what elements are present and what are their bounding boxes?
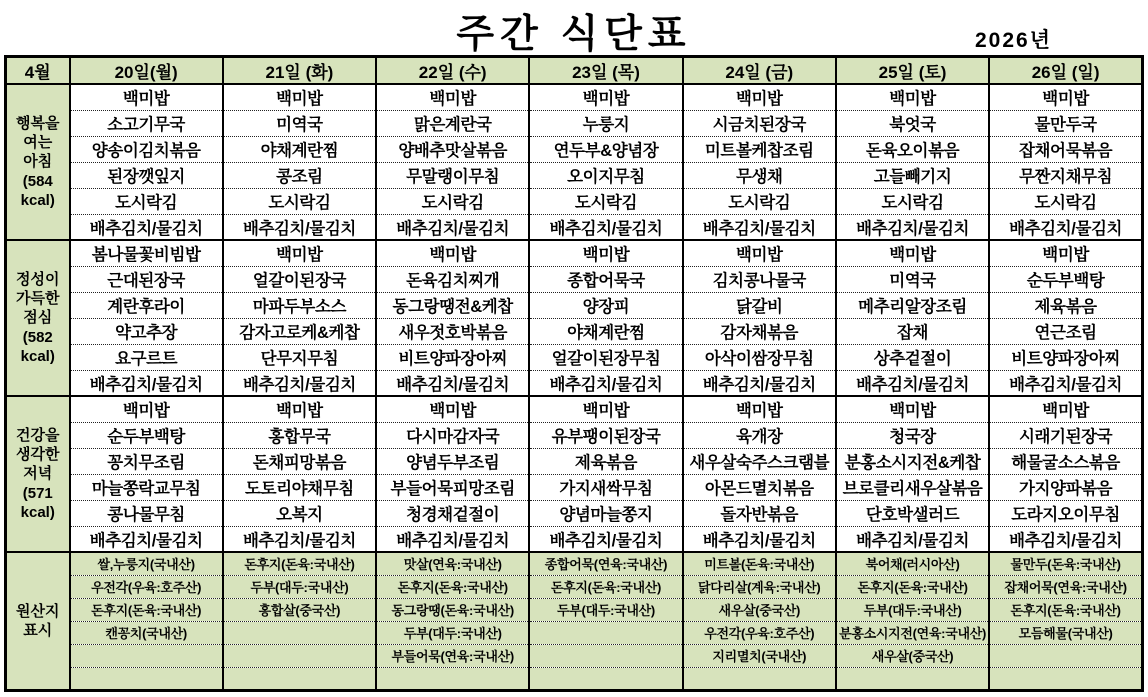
- menu-cell: 닭갈비: [683, 292, 836, 318]
- menu-cell: 미역국: [836, 266, 989, 292]
- origin-section-label: 원산지 표시: [6, 552, 70, 690]
- menu-cell: 얼갈이된장국: [223, 266, 376, 292]
- menu-cell: 오복지: [223, 500, 376, 526]
- meal-section-label: 행복을 여는 아침 (584 kcal): [6, 84, 70, 240]
- month-header: 4월: [6, 57, 70, 85]
- menu-cell: 배추김치/물김치: [70, 214, 223, 240]
- menu-cell: 제육볶음: [989, 292, 1142, 318]
- menu-cell: 분홍소시지전&케찹: [836, 448, 989, 474]
- menu-cell: 백미밥: [683, 240, 836, 266]
- menu-cell: 연근조림: [989, 318, 1142, 344]
- menu-cell: 순두부백탕: [70, 422, 223, 448]
- menu-cell: 맑은계란국: [376, 110, 529, 136]
- menu-cell: 메추리알장조림: [836, 292, 989, 318]
- menu-cell: 도시락김: [683, 188, 836, 214]
- origin-cell: 맛살(연육:국내산): [376, 552, 529, 575]
- menu-cell: 백미밥: [223, 396, 376, 422]
- origin-cell: 돈후지(돈육:국내산): [529, 575, 682, 598]
- menu-cell: 다시마감자국: [376, 422, 529, 448]
- menu-cell: 도라지오이무침: [989, 500, 1142, 526]
- origin-cell: [529, 667, 682, 690]
- menu-cell: 마늘쫑락교무침: [70, 474, 223, 500]
- menu-cell: 배추김치/물김치: [223, 214, 376, 240]
- origin-cell: 종합어묵(연육:국내산): [529, 552, 682, 575]
- origin-cell: 새우살(중국산): [836, 644, 989, 667]
- origin-cell: [223, 667, 376, 690]
- menu-cell: 순두부백탕: [989, 266, 1142, 292]
- menu-row: [6, 266, 1143, 292]
- menu-cell: 오이지무침: [529, 162, 682, 188]
- origin-cell: 닭다리살(계육:국내산): [683, 575, 836, 598]
- menu-row: [6, 500, 1143, 526]
- origin-cell: [376, 667, 529, 690]
- menu-cell: 양장피: [529, 292, 682, 318]
- origin-cell: 홍합살(중국산): [223, 598, 376, 621]
- origin-cell: [836, 667, 989, 690]
- origin-cell: 지리멸치(국내산): [683, 644, 836, 667]
- menu-cell: 백미밥: [376, 396, 529, 422]
- page-title: 주간 식단표: [456, 13, 692, 56]
- menu-cell: 봄나물꽃비빔밥: [70, 240, 223, 266]
- origin-cell: 돈후지(돈육:국내산): [836, 575, 989, 598]
- menu-cell: 양배추맛살볶음: [376, 136, 529, 162]
- menu-cell: 배추김치/물김치: [989, 370, 1142, 396]
- menu-cell: 무생채: [683, 162, 836, 188]
- menu-cell: 무짠지채무침: [989, 162, 1142, 188]
- menu-row: [6, 292, 1143, 318]
- menu-cell: 동그랑땡전&케찹: [376, 292, 529, 318]
- menu-cell: 새우젓호박볶음: [376, 318, 529, 344]
- origin-cell: 우전각(우육:호주산): [70, 575, 223, 598]
- menu-row: [6, 84, 1143, 110]
- origin-cell: [529, 644, 682, 667]
- menu-cell: 백미밥: [836, 396, 989, 422]
- menu-cell: 백미밥: [376, 240, 529, 266]
- menu-cell: 근대된장국: [70, 266, 223, 292]
- origin-row: [6, 552, 1143, 575]
- menu-cell: 백미밥: [683, 396, 836, 422]
- origin-cell: [989, 667, 1142, 690]
- menu-cell: 비트양파장아찌: [989, 344, 1142, 370]
- menu-cell: 돌자반볶음: [683, 500, 836, 526]
- menu-cell: 배추김치/물김치: [529, 526, 682, 552]
- day-header-wed: 22일 (수): [376, 57, 529, 85]
- menu-cell: 배추김치/물김치: [836, 214, 989, 240]
- menu-cell: 백미밥: [529, 240, 682, 266]
- menu-cell: 양념두부조림: [376, 448, 529, 474]
- menu-cell: 백미밥: [376, 84, 529, 110]
- menu-cell: 잡채: [836, 318, 989, 344]
- origin-cell: 부들어묵(연육:국내산): [376, 644, 529, 667]
- menu-cell: 백미밥: [223, 84, 376, 110]
- menu-cell: 미역국: [223, 110, 376, 136]
- menu-cell: 꽁치무조림: [70, 448, 223, 474]
- menu-cell: 물만두국: [989, 110, 1142, 136]
- header-row: [6, 57, 1143, 85]
- menu-cell: 배추김치/물김치: [989, 526, 1142, 552]
- origin-row: [6, 621, 1143, 644]
- menu-cell: 배추김치/물김치: [376, 526, 529, 552]
- origin-cell: 잡채어묵(연육:국내산): [989, 575, 1142, 598]
- origin-cell: 우전각(우육:호주산): [683, 621, 836, 644]
- menu-cell: 양념마늘쫑지: [529, 500, 682, 526]
- menu-cell: 잡채어묵볶음: [989, 136, 1142, 162]
- menu-row: [6, 474, 1143, 500]
- origin-cell: [529, 621, 682, 644]
- menu-cell: 아몬드멸치볶음: [683, 474, 836, 500]
- menu-cell: 감자채볶음: [683, 318, 836, 344]
- menu-cell: 배추김치/물김치: [836, 526, 989, 552]
- origin-cell: 모듬해물(국내산): [989, 621, 1142, 644]
- menu-cell: 무말랭이무침: [376, 162, 529, 188]
- menu-cell: 해물굴소스볶음: [989, 448, 1142, 474]
- menu-cell: 상추겉절이: [836, 344, 989, 370]
- menu-cell: 도시락김: [836, 188, 989, 214]
- table-body: [6, 84, 1143, 690]
- menu-cell: 돈육오이볶음: [836, 136, 989, 162]
- menu-cell: 백미밥: [989, 396, 1142, 422]
- menu-row: [6, 240, 1143, 266]
- origin-cell: 쌀,누룽지(국내산): [70, 552, 223, 575]
- menu-row: [6, 422, 1143, 448]
- menu-cell: 배추김치/물김치: [529, 214, 682, 240]
- origin-cell: 새우살(중국산): [683, 598, 836, 621]
- menu-cell: 브로클리새우살볶음: [836, 474, 989, 500]
- menu-row: [6, 396, 1143, 422]
- menu-cell: 부들어묵피망조림: [376, 474, 529, 500]
- menu-cell: 배추김치/물김치: [70, 370, 223, 396]
- menu-cell: 백미밥: [836, 240, 989, 266]
- menu-cell: 백미밥: [70, 396, 223, 422]
- origin-cell: [223, 644, 376, 667]
- menu-cell: 도시락김: [989, 188, 1142, 214]
- menu-cell: 양송이김치볶음: [70, 136, 223, 162]
- origin-cell: 물만두(돈육:국내산): [989, 552, 1142, 575]
- day-header-fri: 24일 (금): [683, 57, 836, 85]
- menu-cell: 도시락김: [70, 188, 223, 214]
- origin-cell: 두부(대두:국내산): [376, 621, 529, 644]
- menu-cell: 단무지무침: [223, 344, 376, 370]
- menu-cell: 배추김치/물김치: [989, 214, 1142, 240]
- menu-cell: 도시락김: [529, 188, 682, 214]
- menu-cell: 김치콩나물국: [683, 266, 836, 292]
- menu-cell: 배추김치/물김치: [376, 214, 529, 240]
- menu-row: [6, 136, 1143, 162]
- menu-cell: 돈채피망볶음: [223, 448, 376, 474]
- menu-cell: 미트볼케찹조림: [683, 136, 836, 162]
- meal-section-label: 정성이 가득한 점심 (582 kcal): [6, 240, 70, 396]
- menu-cell: 연두부&양념장: [529, 136, 682, 162]
- origin-cell: [70, 667, 223, 690]
- menu-cell: 배추김치/물김치: [683, 526, 836, 552]
- menu-cell: 배추김치/물김치: [683, 214, 836, 240]
- menu-cell: 배추김치/물김치: [836, 370, 989, 396]
- menu-cell: 백미밥: [989, 84, 1142, 110]
- origin-cell: 캔꽁치(국내산): [70, 621, 223, 644]
- menu-cell: 청국장: [836, 422, 989, 448]
- menu-cell: 마파두부소스: [223, 292, 376, 318]
- origin-cell: [70, 644, 223, 667]
- origin-cell: 두부(대두:국내산): [529, 598, 682, 621]
- menu-cell: 도시락김: [376, 188, 529, 214]
- origin-cell: [989, 644, 1142, 667]
- menu-row: [6, 344, 1143, 370]
- menu-cell: 배추김치/물김치: [70, 526, 223, 552]
- menu-cell: 청경채겉절이: [376, 500, 529, 526]
- menu-cell: 도토리야채무침: [223, 474, 376, 500]
- meal-table: [4, 55, 1144, 692]
- origin-row: [6, 644, 1143, 667]
- menu-cell: 가지양파볶음: [989, 474, 1142, 500]
- menu-row: [6, 526, 1143, 552]
- day-header-tue: 21일 (화): [223, 57, 376, 85]
- menu-cell: 백미밥: [683, 84, 836, 110]
- origin-row: [6, 667, 1143, 690]
- menu-cell: 백미밥: [989, 240, 1142, 266]
- menu-cell: 육개장: [683, 422, 836, 448]
- menu-row: [6, 318, 1143, 344]
- day-header-sun: 26일 (일): [989, 57, 1142, 85]
- meal-section-label: 건강을 생각한 저녁 (571 kcal): [6, 396, 70, 552]
- menu-cell: 유부팽이된장국: [529, 422, 682, 448]
- menu-cell: 비트양파장아찌: [376, 344, 529, 370]
- origin-cell: 미트볼(돈육:국내산): [683, 552, 836, 575]
- origin-cell: 북어채(러시아산): [836, 552, 989, 575]
- menu-cell: 배추김치/물김치: [376, 370, 529, 396]
- origin-cell: 동그랑땡(돈육:국내산): [376, 598, 529, 621]
- menu-cell: 백미밥: [529, 396, 682, 422]
- menu-cell: 야채계란찜: [529, 318, 682, 344]
- menu-row: [6, 188, 1143, 214]
- menu-row: [6, 214, 1143, 240]
- menu-cell: 고들빼기지: [836, 162, 989, 188]
- menu-cell: 된장깻잎지: [70, 162, 223, 188]
- origin-row: [6, 598, 1143, 621]
- menu-cell: 백미밥: [836, 84, 989, 110]
- origin-cell: 돈후지(돈육:국내산): [70, 598, 223, 621]
- menu-cell: 가지새싹무침: [529, 474, 682, 500]
- menu-cell: 배추김치/물김치: [683, 370, 836, 396]
- day-header-mon: 20일(월): [70, 57, 223, 85]
- menu-cell: 돈육김치찌개: [376, 266, 529, 292]
- menu-cell: 감자고로케&케찹: [223, 318, 376, 344]
- origin-cell: 돈후지(돈육:국내산): [376, 575, 529, 598]
- origin-cell: 돈후지(돈육:국내산): [989, 598, 1142, 621]
- origin-cell: 두부(대두:국내산): [836, 598, 989, 621]
- menu-cell: 야채계란찜: [223, 136, 376, 162]
- menu-cell: 약고추장: [70, 318, 223, 344]
- menu-row: [6, 448, 1143, 474]
- menu-cell: 백미밥: [223, 240, 376, 266]
- menu-row: [6, 370, 1143, 396]
- menu-cell: 계란후라이: [70, 292, 223, 318]
- menu-cell: 북엇국: [836, 110, 989, 136]
- menu-cell: 제육볶음: [529, 448, 682, 474]
- menu-row: [6, 110, 1143, 136]
- origin-cell: 분홍소시지전(연육:국내산): [836, 621, 989, 644]
- menu-cell: 배추김치/물김치: [223, 526, 376, 552]
- menu-cell: 아삭이쌈장무침: [683, 344, 836, 370]
- menu-cell: 배추김치/물김치: [223, 370, 376, 396]
- origin-cell: 두부(대두:국내산): [223, 575, 376, 598]
- origin-row: [6, 575, 1143, 598]
- origin-cell: 돈후지(돈육:국내산): [223, 552, 376, 575]
- menu-cell: 도시락김: [223, 188, 376, 214]
- menu-cell: 새우살숙주스크램블: [683, 448, 836, 474]
- menu-cell: 누룽지: [529, 110, 682, 136]
- day-header-thu: 23일 (목): [529, 57, 682, 85]
- menu-cell: 종합어묵국: [529, 266, 682, 292]
- menu-cell: 시래기된장국: [989, 422, 1142, 448]
- menu-cell: 콩조림: [223, 162, 376, 188]
- menu-cell: 콩나물무침: [70, 500, 223, 526]
- origin-cell: [683, 667, 836, 690]
- menu-cell: 요구르트: [70, 344, 223, 370]
- year-label: 2026년: [974, 29, 1052, 52]
- menu-cell: 소고기무국: [70, 110, 223, 136]
- menu-cell: 시금치된장국: [683, 110, 836, 136]
- menu-row: [6, 162, 1143, 188]
- menu-cell: 얼갈이된장무침: [529, 344, 682, 370]
- menu-cell: 백미밥: [70, 84, 223, 110]
- menu-cell: 홍합무국: [223, 422, 376, 448]
- origin-cell: [223, 621, 376, 644]
- menu-cell: 배추김치/물김치: [529, 370, 682, 396]
- day-header-sat: 25일 (토): [836, 57, 989, 85]
- menu-cell: 단호박샐러드: [836, 500, 989, 526]
- menu-cell: 백미밥: [529, 84, 682, 110]
